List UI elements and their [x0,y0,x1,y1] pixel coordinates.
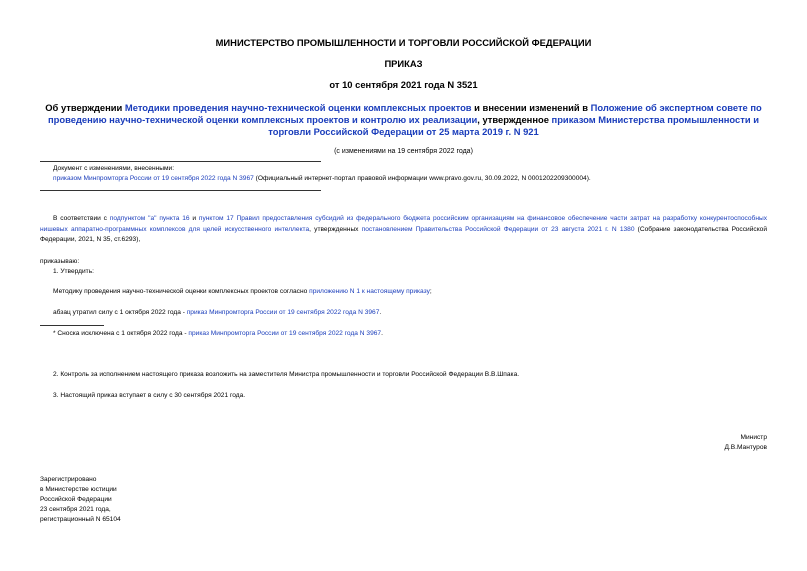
item-3: 3. Настоящий приказ вступает в силу с 30 сентября 2021 года. [53,392,246,399]
abz-line [53,308,773,319]
registration-line-2: в Министерстве юстиции [40,486,117,493]
doc-type-heading: ПРИКАЗ [384,58,423,69]
changes-bottom-rule [40,190,321,191]
method-text: Методику проведения научно-технической оценки комплексных проектов согласно [53,288,310,295]
preamble-text-1: В соответствии с [53,215,110,222]
preamble-text-3: , утвержденных [309,225,362,233]
footnote-line [53,329,773,340]
date-number-heading: от 10 сентября 2021 года N 3521 [329,79,478,90]
registration-line-4: 23 сентября 2021 года, [40,506,111,513]
title-text-2: и внесении изменений в [471,102,591,113]
signature-name: Д.В.Мантуров [724,444,767,451]
footnote-text: * Сноска исключена с 1 октября 2022 года - [53,330,189,337]
footnote-end: . [381,330,383,337]
footnote-rule [40,325,104,326]
document-title [40,102,767,138]
abz-end: . [379,309,382,316]
signature-role: Министр [740,434,767,441]
method-line [53,287,773,298]
title-text-1: Об утверждении [45,102,125,113]
revision-note: (с изменениями на 19 сентября 2022 года) [334,148,473,155]
changes-rest: (Официальный интернет-портал правовой информации www.pravo.gov.ru, 30.09.2022, N 0001202209300004). [253,175,591,182]
preamble-link-subpoint[interactable]: подпунктом "а" пункта 16 [109,215,190,222]
item-2: 2. Контроль за исполнением настоящего приказа возложить на заместителя Министра промышленности и торговли Российской Федерации В.В.Шпака. [53,371,520,378]
title-text-3: , утвержденное [477,114,552,125]
abz-text: абзац утратил силу с 1 октября 2022 года - [53,309,187,316]
item-1: 1. Утвердить: [53,268,94,275]
preamble-text-4: (Собрание законодательства Российской Федерации, 2021, N 35, ст.6293), [40,225,768,243]
title-link-method[interactable]: Методики проведения научно-технической оценки комплексных проектов [124,102,472,113]
method-end: ; [429,288,432,295]
changes-link-3967[interactable]: приказом Минпромторга России от 19 сентября 2022 года N 3967 [53,175,254,182]
changes-label: Документ с изменениями, внесенными: [53,165,175,172]
title-link-order-921[interactable]: приказом Министерства промышленности и торговли Российской Федерации от 25 марта 2019 г. N 921 [268,114,759,137]
preamble-link-resolution-1380[interactable]: постановлением Правительства Российской Федерации от 23 августа 2021 г. N 1380 [361,225,635,233]
orders-line: приказываю: [40,258,80,265]
registration-line-1: Зарегистрировано [40,476,97,483]
footnote-link-3967[interactable]: приказ Минпромторга России от 19 сентября 2022 года N 3967 [188,330,382,337]
changes-top-rule [40,161,321,162]
changes-line [53,174,773,185]
ministry-heading: МИНИСТЕРСТВО ПРОМЫШЛЕННОСТИ И ТОРГОВЛИ РОССИЙСКОЙ ФЕДЕРАЦИИ [215,37,592,48]
preamble-paragraph [40,214,767,246]
title-link-regulation[interactable]: Положение об экспертном совете по проведению научно-технической оценки комплексных проектов и контролю их реализации [48,102,762,125]
abz-link-3967[interactable]: приказ Минпромторга России от 19 сентября 2022 года N 3967 [186,309,380,316]
preamble-link-rules[interactable]: пунктом 17 Правил предоставления субсидий из федерального бюджета российским организациям на финансовое обеспечение части затрат на разработку конкурентоспособных нишевых аппаратно-программных комплексов для целей искусственного интеллекта [40,215,767,233]
preamble-text-2: и [189,215,199,222]
registration-line-5: регистрационный N 65104 [40,516,121,523]
method-link-appendix[interactable]: приложению N 1 к настоящему приказу [309,288,430,295]
registration-line-3: Российской Федерации [40,496,112,503]
